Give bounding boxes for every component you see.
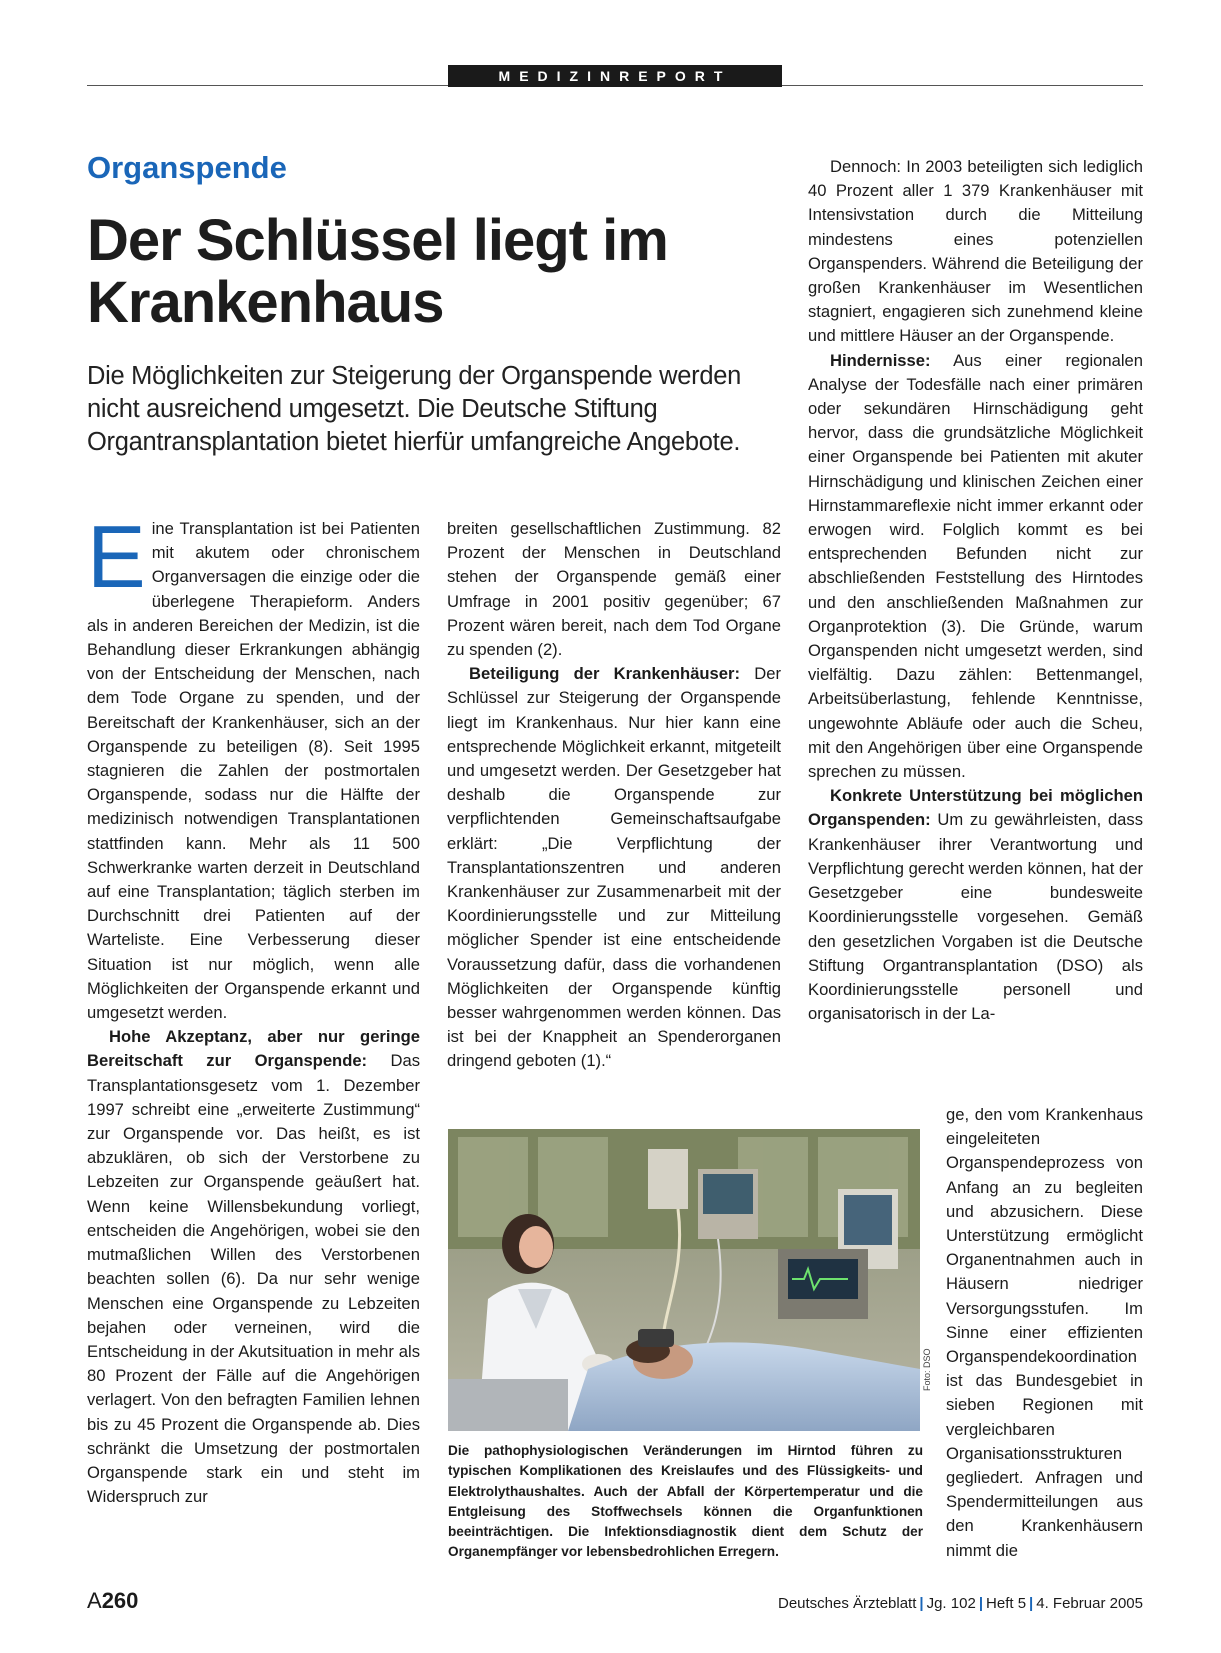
photo-caption: Die pathophysiologischen Veränderungen im Hirntod führen zu typischen Komplikationen des Kreislaufes und des Flüssigkeits- und Elektrolythaushaltes. Auch der Abfall der Körpertemperatur und die Entgleisung des Stoffwechsels können die Organfunktionen beeinträchtigen. Die Infektionsdiagnostik dient dem Schutz der Organempfänger vor lebensbedrohlichen Erregern. [448, 1443, 923, 1560]
article-lead: Die Möglichkeiten zur Steigerung der Organspende werden nicht ausreichend umgesetzt. Die Deutsche Stiftung Organtransplantation bietet hierfür umfangreiche Angebote. [87, 362, 741, 456]
paragraph-hindernisse [808, 349, 1143, 785]
paragraph-unterstuetzung-text: Um zu gewährleisten, dass Krankenhäuser ihrer Verantwortung und Verpflichtung gerecht werden können, hat der Gesetzgeber eine bundesweite Koordinierungsstelle vorgesehen. Gemäß den gesetzlichen Vorgaben ist die Deutsche Stiftung Organtransplantation (DSO) als Koordinierungsstelle personell und organisatorisch in der La- [808, 810, 1143, 1024]
subhead-krankenhaeuser: Beteiligung der Krankenhäuser: [469, 664, 740, 684]
subhead-hindernisse: Hindernisse: [830, 350, 931, 370]
paragraph-akzeptanz-text: Das Transplantationsgesetz vom 1. Dezember 1997 schreibt eine „erweiterte Zustimmung“ zur Organspende vor. Das heißt, es ist abzuklären, ob sich der Verstorbene zu Lebzeiten zur Organspende geäußert hat. Wenn keine Willensbekundung vorliegt, entscheiden die Angehörigen, wobei sie den mutmaßlichen Willen des Verstorbenen beachten sollen (6). Da nur sehr wenige Menschen eine Organspende zu Lebzeiten bejahen oder verneinen, wird die Entscheidung in der Akutsituation in mehr als 80 Prozent der Fälle auf die Angehörigen verlagert. Von den befragten Familien lehnen bis zu 45 Prozent die Organspende ab. Dies schränkt die Umsetzung der postmortalen Organspende stark ein und steht im Widerspruch zur [87, 1051, 420, 1507]
photo-credit: Foto: DSO [922, 1348, 932, 1391]
footer-journal: Deutsches Ärzteblatt [777, 1595, 917, 1612]
text-column-1 [87, 507, 420, 1509]
footer-citation [778, 1595, 1143, 1612]
footer-issue: Heft 5 [986, 1595, 1027, 1612]
paragraph-intro-text: ine Transplantation ist bei Patienten mit akutem oder chronischem Organversagen die einzige oder die überlegene Therapieform. Anders als in anderen Bereichen der Medizin, ist die Behandlung dieser Erkrankungen abhängig von der Entscheidung der Menschen, nach dem Tode Organe zu spenden, und der Bereitschaft der Krankenhäuser, sich an der Organspende zu beteiligen (8). Seit 1995 stagnieren die Zahlen der postmortalen Organspende, sodass nur die Hälfte der medizinisch notwendigen Transplantationen stattfinden kann. Mehr als 11 500 Schwerkranke warten derzeit in Deutschland auf eine Transplantation; täglich sterben im Durchschnitt drei Patienten auf der Warteliste. Eine Verbesserung dieser Situation ist nur möglich, wenn alle Möglichkeiten der Organspende erkannt und umgesetzt werden. [87, 519, 420, 1023]
article-kicker: Organspende [87, 150, 287, 185]
footer-separator: | [978, 1595, 984, 1612]
text-column-3-wrap [946, 1103, 1143, 1563]
paragraph-dso: ge, den vom Krankenhaus eingeleiteten Organspendeprozess von Anfang an zu begleiten und abzusichern. Diese Unterstützung ermöglicht Organentnahmen auch in Häusern niedriger Versorgungsstufen. Im Sinne einer effizienten Organspendekoordination ist das Bundesgebiet in sieben Regionen mit vergleichbaren Organisationsstrukturen gegliedert. Anfragen und Spendermitteilungen aus den Krankenhäusern nimmt die [946, 1105, 1143, 1560]
footer-separator: | [919, 1595, 924, 1612]
footer-volume: Jg. 102 [926, 1595, 976, 1612]
article-photo [448, 1129, 920, 1431]
paragraph-zustimmung: breiten gesellschaftlichen Zustimmung. 82 Prozent der Menschen in Deutschland stehen der Organspende gemäß einer Umfrage in 2001 positiv gegenüber; 67 Prozent wären bereit, nach dem Tod Organe zu spenden (2). [447, 519, 781, 660]
page-number-prefix: A [87, 1588, 102, 1613]
drop-cap: E [87, 507, 146, 606]
page-number-value: 260 [101, 1588, 139, 1613]
subhead-akzeptanz: Hohe Akzeptanz, aber nur geringe Bereitschaft zur Organspende: [87, 1027, 420, 1071]
paragraph-krankenhaeuser [447, 662, 781, 1073]
icu-photo-illustration [448, 1129, 920, 1431]
paragraph-unterstuetzung [808, 784, 1143, 1026]
paragraph-dennoch: Dennoch: In 2003 beteiligten sich lediglich 40 Prozent aller 1 379 Krankenhäuser mit Intensivstation durch die Mitteilung mindestens eines potenziellen Organspenders. Während die Beteiligung der großen Krankenhäuser im Wesentlichen stagniert, engagieren sich zunehmend kleine und mittlere Häuser an der Organspende. [808, 157, 1143, 346]
paragraph-krankenhaeuser-text: Der Schlüssel zur Steigerung der Organspende liegt im Krankenhaus. Nur hier kann eine entsprechende Möglichkeit erkannt, mitgeteilt und umgesetzt werden. Der Gesetzgeber hat deshalb die Organspende zur verpflichtenden Gemeinschaftsaufgabe erklärt: „Die Verpflichtung der Transplantationszentren und anderen Krankenhäuser zur Zusammenarbeit mit der Koordinierungsstelle und zur Mitteilung möglicher Spender ist eine entscheidende Voraussetzung dafür, dass die vorhandenen Möglichkeiten der Organspende künftig besser wahrgenommen werden können. Das ist bei der Knappheit an Spenderorganen dringend geboten (1).“ [447, 664, 781, 1071]
article-headline: Der Schlüssel liegt im Krankenhaus [87, 208, 668, 335]
text-column-3 [808, 155, 1143, 1026]
subhead-unterstuetzung: Konkrete Unterstützung bei möglichen Organspenden: [808, 786, 1143, 830]
footer-separator: | [1029, 1595, 1034, 1612]
page-number [87, 1588, 138, 1614]
paragraph-intro [87, 507, 420, 1025]
text-column-2 [447, 517, 781, 1074]
section-label: MEDIZINREPORT [448, 65, 782, 87]
paragraph-hindernisse-text: Aus einer regionalen Analyse der Todesfälle nach einer primären oder sekundären Hirnschädigung geht hervor, dass die grundsätzliche Möglichkeit einer Organspende bei Patienten mit akuter Hirnschädigung und klinischen Zeichen einer Hirnstammareflexie nicht immer erkannt oder erwogen wird. Folglich kommt es bei entsprechenden Befunden nicht zur abschließenden Feststellung des Hirntodes und den anschließenden Maßnahmen zur Organprotektion (3). Die Gründe, warum Organspenden nicht umgesetzt werden, sind vielfältig. Dazu zählen: Bettenmangel, Arbeitsüberlastung, fehlende Kenntnisse, ungewohnte Abläufe oder auch die Scheu, mit den Angehörigen über eine Organspende sprechen zu müssen. [808, 350, 1143, 782]
paragraph-akzeptanz [87, 1025, 420, 1509]
footer-date: 4. Februar 2005 [1036, 1595, 1143, 1612]
